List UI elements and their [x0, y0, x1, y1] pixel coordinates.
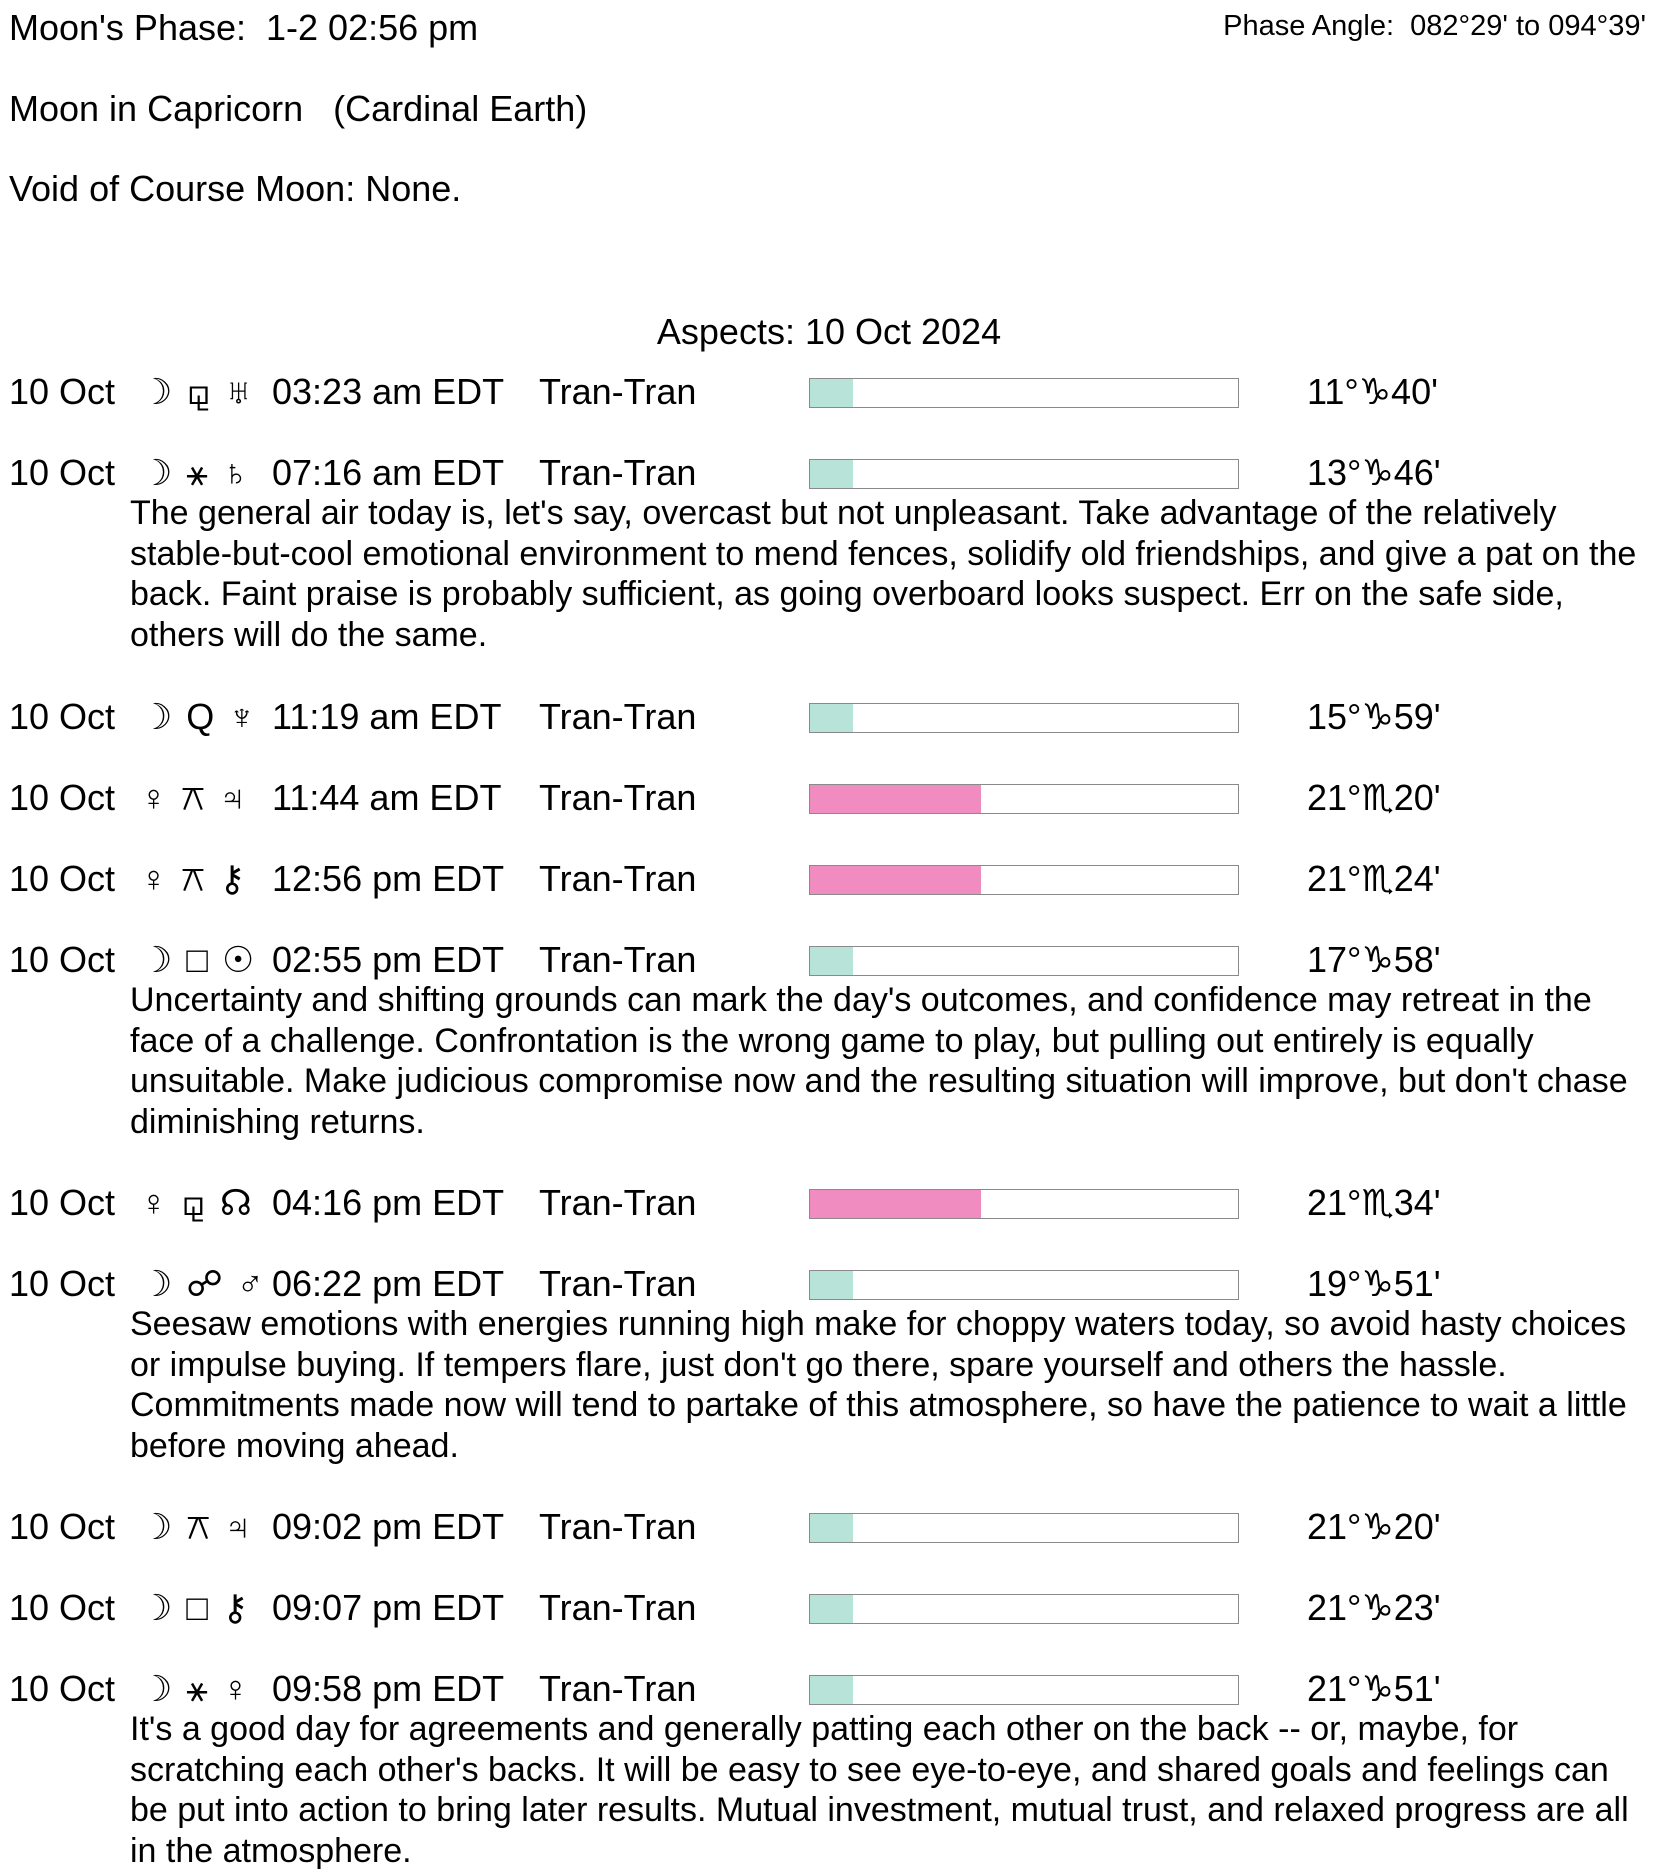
aspect-planet-glyphs: ☽ ⚹ ♄ — [140, 452, 251, 493]
aspect-time: 11:19 am EDT — [272, 696, 502, 737]
aspect-date: 10 Oct — [9, 1263, 116, 1304]
aspect-strength-bar — [809, 784, 1239, 814]
aspect-position: 21°♏34' — [1307, 1182, 1441, 1223]
aspect-strength-fill — [810, 379, 853, 407]
aspect-planet-glyphs: ♀ ⚻ ⚷ — [140, 858, 248, 899]
aspect-position: 15°♑59' — [1307, 696, 1441, 737]
aspect-planet-glyphs: ☽ □ ⚷ — [140, 1587, 251, 1628]
aspect-row — [0, 1586, 1658, 1630]
aspect-position: 11°♑40' — [1307, 371, 1438, 412]
aspect-strength-bar — [809, 865, 1239, 895]
aspect-row — [0, 451, 1658, 655]
aspect-time: 02:55 pm EDT — [272, 939, 505, 980]
aspect-type: Tran-Tran — [539, 777, 697, 818]
aspect-row — [0, 857, 1658, 901]
aspect-type: Tran-Tran — [539, 696, 697, 737]
aspect-time: 12:56 pm EDT — [272, 858, 505, 899]
aspect-strength-fill — [810, 866, 981, 894]
aspect-date: 10 Oct — [9, 939, 116, 980]
aspect-date: 10 Oct — [9, 452, 116, 493]
aspect-position: 21°♏24' — [1307, 858, 1441, 899]
aspect-date: 10 Oct — [9, 1587, 116, 1628]
aspect-type: Tran-Tran — [539, 858, 697, 899]
aspect-strength-bar — [809, 378, 1239, 408]
aspect-row — [0, 1262, 1658, 1466]
aspect-position: 19°♑51' — [1307, 1263, 1441, 1304]
aspect-type: Tran-Tran — [539, 1668, 697, 1709]
aspect-strength-bar — [809, 1675, 1239, 1705]
aspect-type: Tran-Tran — [539, 371, 697, 412]
aspect-strength-fill — [810, 1271, 853, 1299]
aspect-type: Tran-Tran — [539, 939, 697, 980]
aspects-title: Aspects: 10 Oct 2024 — [656, 311, 1002, 352]
aspect-type: Tran-Tran — [539, 452, 697, 493]
aspect-interpretation: Uncertainty and shifting grounds can mark the day's outcomes, and confidence may retreat in the face of a challenge. Confrontation is the wrong game to play, but pulling out entirely is equally unsuitable. Make judicious compromise now and the resulting situation will improve, but don't chase diminishing returns. — [130, 981, 1628, 1141]
aspect-position: 21°♑23' — [1307, 1587, 1441, 1628]
aspect-strength-fill — [810, 704, 853, 732]
aspect-planet-glyphs: ☽ ⚼ ♅ — [140, 371, 255, 412]
void-of-course: Void of Course Moon: None. — [9, 168, 462, 209]
aspect-date: 10 Oct — [9, 858, 116, 899]
aspect-type: Tran-Tran — [539, 1506, 697, 1547]
aspect-planet-glyphs: ♀ ⚼ ☊ — [140, 1182, 254, 1223]
aspect-date: 10 Oct — [9, 1182, 116, 1223]
aspect-type: Tran-Tran — [539, 1263, 697, 1304]
aspect-strength-bar — [809, 1270, 1239, 1300]
aspect-date: 10 Oct — [9, 1506, 116, 1547]
aspect-time: 07:16 am EDT — [272, 452, 505, 493]
aspect-planet-glyphs: ☽ □ ☉ — [140, 939, 257, 980]
aspect-strength-fill — [810, 1190, 981, 1218]
aspect-strength-fill — [810, 1514, 853, 1542]
aspect-position: 21°♏20' — [1307, 777, 1441, 818]
moon-sign: Moon in Capricorn (Cardinal Earth) — [9, 88, 588, 129]
aspect-strength-fill — [810, 947, 853, 975]
aspect-row — [0, 370, 1658, 414]
aspect-time: 06:22 pm EDT — [272, 1263, 505, 1304]
aspect-row — [0, 1667, 1658, 1871]
aspect-strength-bar — [809, 459, 1239, 489]
aspect-strength-bar — [809, 1513, 1239, 1543]
aspect-row — [0, 695, 1658, 739]
aspect-row — [0, 1505, 1658, 1549]
aspect-strength-bar — [809, 946, 1239, 976]
aspect-interpretation: It's a good day for agreements and generally patting each other on the back -- or, maybe, for scratching each other's backs. It will be easy to see eye-to-eye, and shared goals and feelings can be put into action to bring later results. Mutual investment, mutual trust, and relaxed progress are all in the atmosphere. — [130, 1710, 1629, 1870]
phase-angle: Phase Angle: 082°29' to 094°39' — [1223, 10, 1646, 42]
aspect-row — [0, 776, 1658, 820]
aspect-date: 10 Oct — [9, 777, 116, 818]
aspect-date: 10 Oct — [9, 371, 116, 412]
aspect-strength-bar — [809, 1189, 1239, 1219]
aspect-type: Tran-Tran — [539, 1182, 697, 1223]
aspect-strength-fill — [810, 460, 853, 488]
aspect-time: 11:44 am EDT — [272, 777, 502, 818]
aspect-position: 17°♑58' — [1307, 939, 1441, 980]
aspect-date: 10 Oct — [9, 1668, 116, 1709]
aspect-time: 09:58 pm EDT — [272, 1668, 505, 1709]
aspect-planet-glyphs: ☽ Q ♆ — [140, 696, 258, 737]
aspect-date: 10 Oct — [9, 696, 116, 737]
aspect-planet-glyphs: ♀ ⚻ ♃ — [140, 777, 248, 818]
aspect-time: 03:23 am EDT — [272, 371, 505, 412]
aspect-time: 09:07 pm EDT — [272, 1587, 505, 1628]
aspect-row — [0, 938, 1658, 1142]
aspect-row — [0, 1181, 1658, 1225]
aspect-strength-bar — [809, 703, 1239, 733]
aspect-position: 13°♑46' — [1307, 452, 1441, 493]
aspect-strength-fill — [810, 1676, 853, 1704]
aspect-type: Tran-Tran — [539, 1587, 697, 1628]
aspect-planet-glyphs: ☽ ☍ ♂ — [140, 1263, 266, 1304]
aspect-strength-fill — [810, 1595, 853, 1623]
aspect-planet-glyphs: ☽ ⚹ ♀ — [140, 1668, 251, 1709]
aspect-interpretation: Seesaw emotions with energies running high make for choppy waters today, so avoid hasty choices or impulse buying. If tempers flare, just don't go there, spare yourself and others the hassle. Commitments made now will tend to partake of this atmosphere, so have the patience to wait a little before moving ahead. — [130, 1305, 1627, 1465]
aspect-planet-glyphs: ☽ ⚻ ♃ — [140, 1506, 254, 1547]
aspect-interpretation: The general air today is, let's say, overcast but not unpleasant. Take advantage of the relatively stable-but-cool emotional environment to mend fences, solidify old friendships, and give a pat on the back. Faint praise is probably sufficient, as going overboard looks suspect. Err on the safe side, others will do the same. — [130, 494, 1637, 654]
aspect-position: 21°♑51' — [1307, 1668, 1441, 1709]
moon-phase: Moon's Phase: 1-2 02:56 pm — [9, 7, 479, 48]
aspect-strength-bar — [809, 1594, 1239, 1624]
aspect-time: 04:16 pm EDT — [272, 1182, 505, 1223]
aspect-position: 21°♑20' — [1307, 1506, 1441, 1547]
aspect-time: 09:02 pm EDT — [272, 1506, 505, 1547]
aspect-strength-fill — [810, 785, 981, 813]
